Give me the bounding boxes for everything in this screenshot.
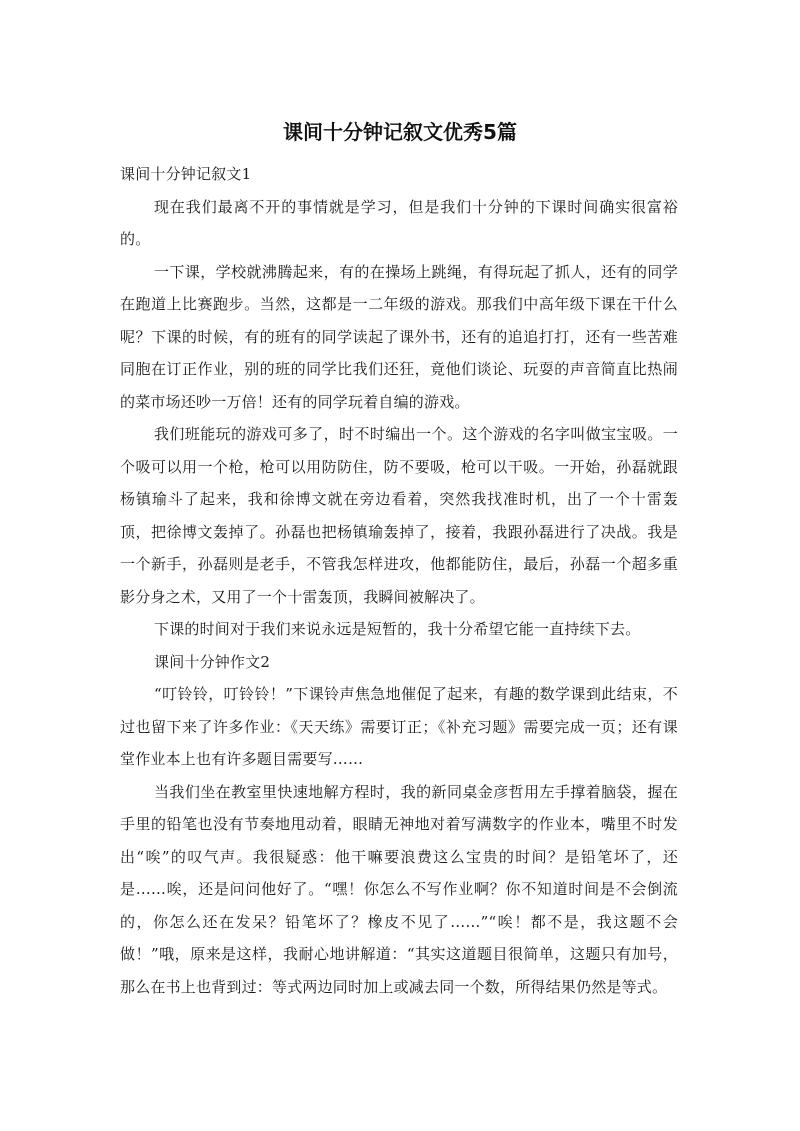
paragraph: 现在我们最离不开的事情就是学习，但是我们十分钟的下课时间确实很富裕的。 — [120, 197, 678, 248]
document-title: 课间十分钟记叙文优秀5篇 — [283, 120, 517, 144]
paragraph: 下课的时间对于我们来说永远是短暂的，我十分希望它能一直持续下去。 — [154, 620, 641, 638]
section-heading: 课间十分钟记叙文1 — [120, 165, 252, 183]
section-heading: 课间十分钟作文2 — [154, 652, 271, 671]
paragraph: “叮铃铃，叮铃铃！”下课铃声焦急地催促了起来，有趣的数学课到此结束，不过也留下来了许多作业：《天天练》需要订正；《补充习题》需要完成一页；还有课堂作业本上也有许多题目需要写…… — [120, 685, 678, 768]
paragraph: 我们班能玩的游戏可多了，时不时编出一个。这个游戏的名字叫做宝宝吸。一个吸可以用一个枪，枪可以用防防住，防不要吸，枪可以干吸。一开始，孙磊就跟杨镇瑜斗了起来，我和徐博文就在旁边看着，突然我找准时机，出了一个十雷轰顶，把徐博文轰掉了。孙磊也把杨镇瑜轰掉了，接着，我跟孙磊进行了决战。我是一个新手，孙磊则是老手，不管我怎样进攻，他都能防住，最后，孙磊一个超多重影分身之术，又用了一个十雷轰顶，我瞬间被解决了。 — [120, 425, 678, 606]
paragraph: 当我们坐在教室里快速地解方程时，我的新同桌金彦哲用左手撑着脑袋，握在手里的铅笔也没有节奏地甩动着，眼睛无神地对着写满数字的作业本，嘴里不时发出“唉”的叹气声。我很疑惑：他干嘛要浪费这么宝贵的时间？是铅笔坏了，还是……唉，还是问问他好了。“嘿！你怎么不写作业啊？你不知道时间是不会倒流的，你怎么还在发呆？铅笔坏了？橡皮不见了……”“唉！都不是，我这题不会做！”哦，原来是这样，我耐心地讲解道：“其实这道题目很简单，这题只有加号，那么在书上也背到过：等式两边同时加上或减去同一个数，所得结果仍然是等式。 — [120, 782, 678, 996]
document-body — [120, 158, 678, 1003]
paragraph: 一下课，学校就沸腾起来，有的在操场上跳绳，有得玩起了抓人，还有的同学在跑道上比赛跑步。当然，这都是一二年级的游戏。那我们中高年级下课在干什么呢？下课的时候，有的班有的同学读起了课外书，还有的追追打打，还有一些苦难同胞在订正作业，别的班的同学比我们还狂，竟他们谈论、玩耍的声音简直比热闹的菜市场还吵一万倍！还有的同学玩着自编的游戏。 — [120, 262, 678, 411]
